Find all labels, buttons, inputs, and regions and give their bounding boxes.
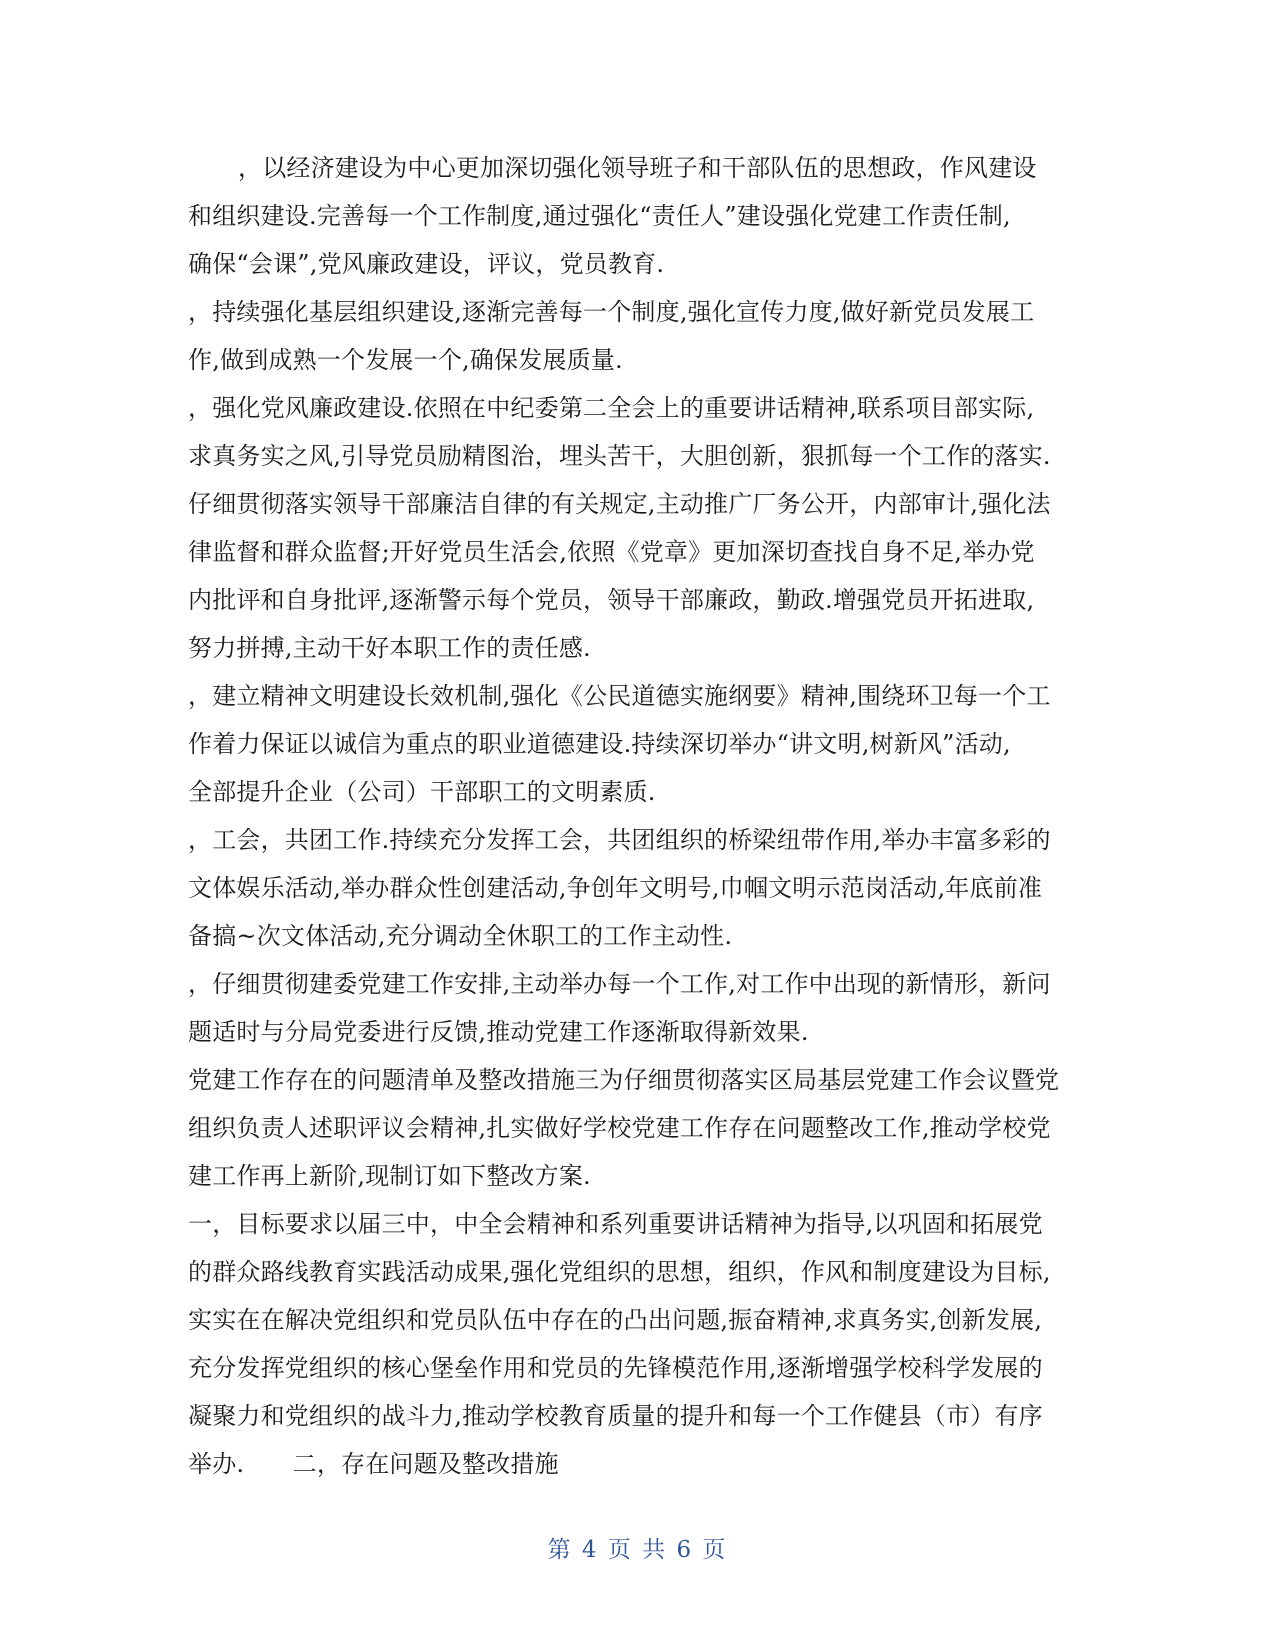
text-line: 作着力保证以诚信为重点的职业道德建设.持续深切举办“讲文明,树新风”活动, bbox=[188, 730, 1011, 758]
text-line: 组织负责人述职评议会精神,扎实做好学校党建工作存在问题整改工作,推动学校党 bbox=[188, 1114, 1051, 1142]
paragraph-8 bbox=[188, 1200, 1086, 1488]
paragraph-7 bbox=[188, 1056, 1086, 1200]
text-line: 充分发挥党组织的核心堡垒作用和党员的先锋模范作用,逐渐增强学校科学发展的 bbox=[188, 1354, 1043, 1382]
text-line: 努力拼搏,主动干好本职工作的责任感. bbox=[188, 634, 591, 662]
text-line: 内批评和自身批评,逐渐警示每个党员，领导干部廉政，勤政.增强党员开拓进取, bbox=[188, 586, 1035, 614]
text-line: ，工会，共团工作.持续充分发挥工会，共团组织的桥梁纽带作用,举办丰富多彩的 bbox=[188, 826, 1051, 854]
text-line: 举办. 二，存在问题及整改措施 bbox=[188, 1450, 559, 1478]
text-line: 题适时与分局党委进行反馈,推动党建工作逐渐取得新效果. bbox=[188, 1018, 809, 1046]
text-line: 确保“会课”,党风廉政建设，评议，党员教育. bbox=[188, 250, 665, 278]
text-line: 党建工作存在的问题清单及整改措施三为仔细贯彻落实区局基层党建工作会议暨党 bbox=[188, 1066, 1060, 1094]
text-line: 律监督和群众监督;开好党员生活会,依照《党章》更加深切查找自身不足,举办党 bbox=[188, 538, 1035, 566]
text-line: ，建立精神文明建设长效机制,强化《公民道德实施纲要》精神,围绕环卫每一个工 bbox=[188, 682, 1051, 710]
text-line: ，持续强化基层组织建设,逐渐完善每一个制度,强化宣传力度,做好新党员发展工 bbox=[188, 298, 1035, 326]
text-line: 一，目标要求以届三中，中全会精神和系列重要讲话精神为指导,以巩固和拓展党 bbox=[188, 1210, 1043, 1238]
paragraph-1 bbox=[188, 144, 1086, 288]
text-line: 仔细贯彻落实领导干部廉洁自律的有关规定,主动推广厂务公开，内部审计,强化法 bbox=[188, 490, 1051, 518]
paragraph-5 bbox=[188, 816, 1086, 960]
paragraph-4 bbox=[188, 672, 1086, 816]
text-line: ，强化党风廉政建设.依照在中纪委第二全会上的重要讲话精神,联系项目部实际, bbox=[188, 394, 1035, 422]
text-line: 建工作再上新阶,现制订如下整改方案. bbox=[188, 1162, 591, 1190]
page-number-label: 第 4 页 共 6 页 bbox=[547, 1537, 728, 1563]
document-body bbox=[188, 144, 1086, 1488]
text-line: ，仔细贯彻建委党建工作安排,主动举办每一个工作,对工作中出现的新情形，新问 bbox=[188, 970, 1051, 998]
text-line: 备搞~次文体活动,充分调动全休职工的工作主动性. bbox=[188, 922, 733, 950]
text-line: 全部提升企业（公司）干部职工的文明素质. bbox=[188, 778, 656, 806]
text-line: ，以经济建设为中心更加深切强化领导班子和干部队伍的思想政，作风建设 bbox=[238, 154, 1037, 182]
paragraph-2 bbox=[188, 288, 1086, 384]
page-footer bbox=[0, 1531, 1275, 1564]
text-line: 凝聚力和党组织的战斗力,推动学校教育质量的提升和每一个工作健县（市）有序 bbox=[188, 1402, 1043, 1430]
text-line: 求真务实之风,引导党员励精图治，埋头苦干，大胆创新，狠抓每一个工作的落实. bbox=[188, 442, 1051, 470]
text-line: 和组织建设.完善每一个工作制度,通过强化“责任人”建设强化党建工作责任制, bbox=[188, 202, 1011, 230]
text-line: 文体娱乐活动,举办群众性创建活动,争创年文明号,巾帼文明示范岗活动,年底前准 bbox=[188, 874, 1043, 902]
paragraph-6 bbox=[188, 960, 1086, 1056]
paragraph-3 bbox=[188, 384, 1086, 672]
text-line: 的群众路线教育实践活动成果,强化党组织的思想，组织，作风和制度建设为目标, bbox=[188, 1258, 1051, 1286]
text-line: 实实在在解决党组织和党员队伍中存在的凸出问题,振奋精神,求真务实,创新发展, bbox=[188, 1306, 1043, 1334]
text-line: 作,做到成熟一个发展一个,确保发展质量. bbox=[188, 346, 623, 374]
